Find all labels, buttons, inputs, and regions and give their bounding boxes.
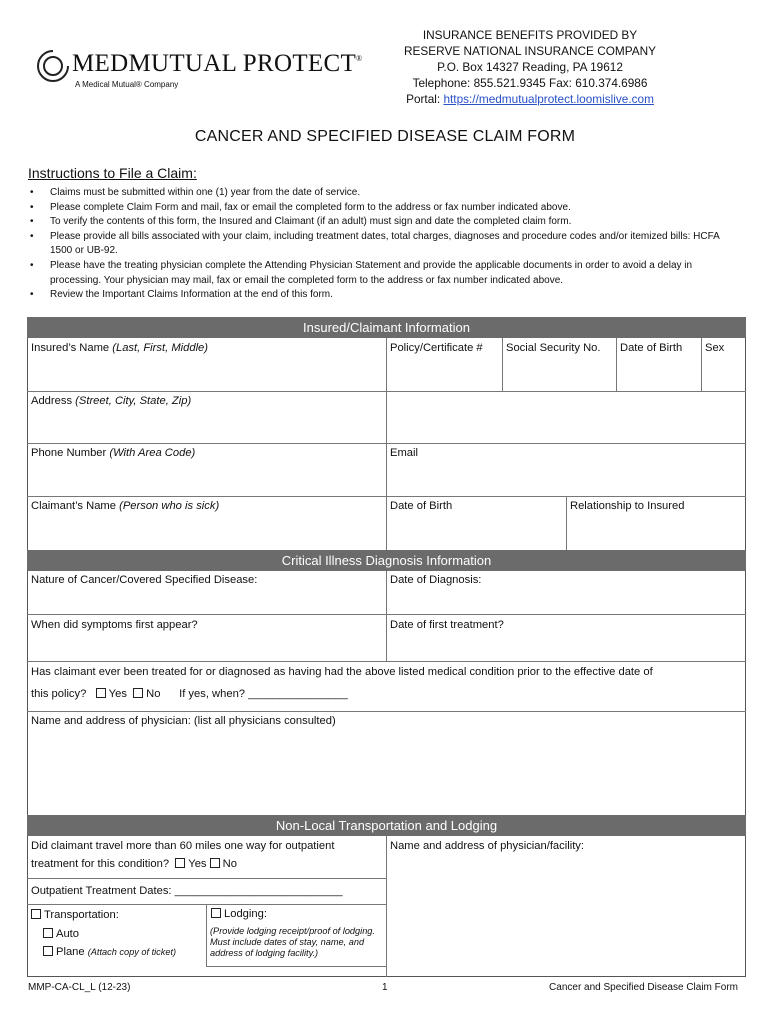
prior-when-field[interactable]: If yes, when? ________________ (179, 688, 348, 700)
disease-nature-field[interactable]: Nature of Cancer/Covered Specified Disease: (31, 574, 258, 586)
lodging-checkbox[interactable] (211, 908, 221, 918)
section-header-transport: Non-Local Transportation and Lodging (27, 815, 746, 836)
prior-no-checkbox[interactable] (133, 688, 143, 698)
ssn-field[interactable]: Social Security No. (506, 342, 601, 354)
list-item: • Please have the treating physician complete the Attending Physician Statement and provide the applicable documents in order to avoid a delay in processing. Your physician may mail, fax or email the completed form to the address or fax number indicated above. (30, 259, 742, 288)
page-number: 1 (382, 982, 388, 993)
travel-question: Did claimant travel more than 60 miles one way for outpatient (31, 840, 335, 852)
claimant-name-field[interactable]: Claimant’s Name (Person who is sick) (31, 500, 220, 512)
logo-brand: MEDMUTUAL PROTECT® (72, 50, 363, 77)
footer-form-name: Cancer and Specified Disease Claim Form (549, 982, 738, 993)
insurer-line: P.O. Box 14327 Reading, PA 19612 (437, 60, 623, 74)
email-field[interactable]: Email (390, 447, 418, 459)
first-treatment-field[interactable]: Date of first treatment? (390, 619, 504, 631)
symptoms-date-field[interactable]: When did symptoms first appear? (31, 619, 198, 631)
list-item: • Claims must be submitted within one (1) year from the date of service. (30, 186, 742, 201)
physician-list-field[interactable]: Name and address of physician: (list all physicians consulted) (31, 715, 336, 727)
prior-condition-question: Has claimant ever been treated for or diagnosed as having had the above listed medical condition prior to the effective date of (31, 666, 653, 678)
plane-option: Plane (Attach copy of ticket) (43, 946, 176, 958)
medmutual-logo-icon (36, 49, 70, 83)
insured-name-field[interactable]: Insured’s Name (Last, First, Middle) (31, 342, 208, 354)
page-title: CANCER AND SPECIFIED DISEASE CLAIM FORM (194, 128, 576, 145)
prior-condition-answer: this policy? Yes No If yes, when? ________________ (31, 688, 348, 700)
instructions-heading: Instructions to File a Claim: (28, 165, 197, 181)
instructions-list (30, 186, 742, 303)
auto-checkbox[interactable] (43, 928, 53, 938)
address-field[interactable]: Address (Street, City, State, Zip) (31, 395, 192, 407)
list-item: • Please provide all bills associated with your claim, including treatment dates, total charges, diagnoses and procedure codes and/or itemized bills: HCFA 1500 or UB-92. (30, 230, 742, 259)
section-header-insured: Insured/Claimant Information (27, 317, 746, 338)
diagnosis-date-field[interactable]: Date of Diagnosis: (390, 574, 482, 586)
section-header-diagnosis: Critical Illness Diagnosis Information (27, 550, 746, 571)
sex-field[interactable]: Sex (705, 342, 725, 354)
insurer-line: RESERVE NATIONAL INSURANCE COMPANY (404, 44, 656, 58)
phone-field[interactable]: Phone Number (With Area Code) (31, 447, 196, 459)
portal-label: Portal: (406, 92, 444, 106)
logo-subtitle: A Medical Mutual® Company (75, 80, 179, 89)
travel-answer: treatment for this condition? Yes No (31, 858, 237, 870)
insurer-line: Telephone: 855.521.9345 Fax: 610.374.6986 (412, 76, 648, 90)
portal-link[interactable]: https://medmutualprotect.loomislive.com (443, 92, 654, 106)
outpatient-dates-field[interactable]: Outpatient Treatment Dates: ___________________________ (31, 885, 343, 897)
insurer-block (350, 27, 710, 107)
prior-yes-checkbox[interactable] (96, 688, 106, 698)
claimant-dob-field[interactable]: Date of Birth (390, 500, 453, 512)
policy-number-field[interactable]: Policy/Certificate # (390, 342, 483, 354)
travel-yes-checkbox[interactable] (175, 858, 185, 868)
transportation-option: Transportation: (31, 909, 119, 921)
transportation-checkbox[interactable] (31, 909, 41, 919)
list-item: • Review the Important Claims Information at the end of this form. (30, 288, 742, 303)
plane-checkbox[interactable] (43, 946, 53, 956)
portal-line (350, 91, 710, 107)
lodging-option: Lodging: (211, 908, 267, 920)
list-item: • Please complete Claim Form and mail, fax or email the completed form to the address or fax number indicated above. (30, 201, 742, 216)
facility-field[interactable]: Name and address of physician/facility: (390, 840, 585, 852)
relationship-field[interactable]: Relationship to Insured (570, 500, 685, 512)
list-item: • To verify the contents of this form, the Insured and Claimant (if an adult) must sign and date the completed claim form. (30, 215, 742, 230)
auto-option: Auto (43, 928, 79, 940)
form-code: MMP-CA-CL_L (12-23) (28, 982, 131, 993)
lodging-hint: (Provide lodging receipt/proof of lodging. Must include dates of stay, name, and address of lodging facility.) (210, 926, 375, 958)
insurer-line: INSURANCE BENEFITS PROVIDED BY (422, 28, 638, 42)
travel-no-checkbox[interactable] (210, 858, 220, 868)
insured-dob-field[interactable]: Date of Birth (620, 342, 683, 354)
